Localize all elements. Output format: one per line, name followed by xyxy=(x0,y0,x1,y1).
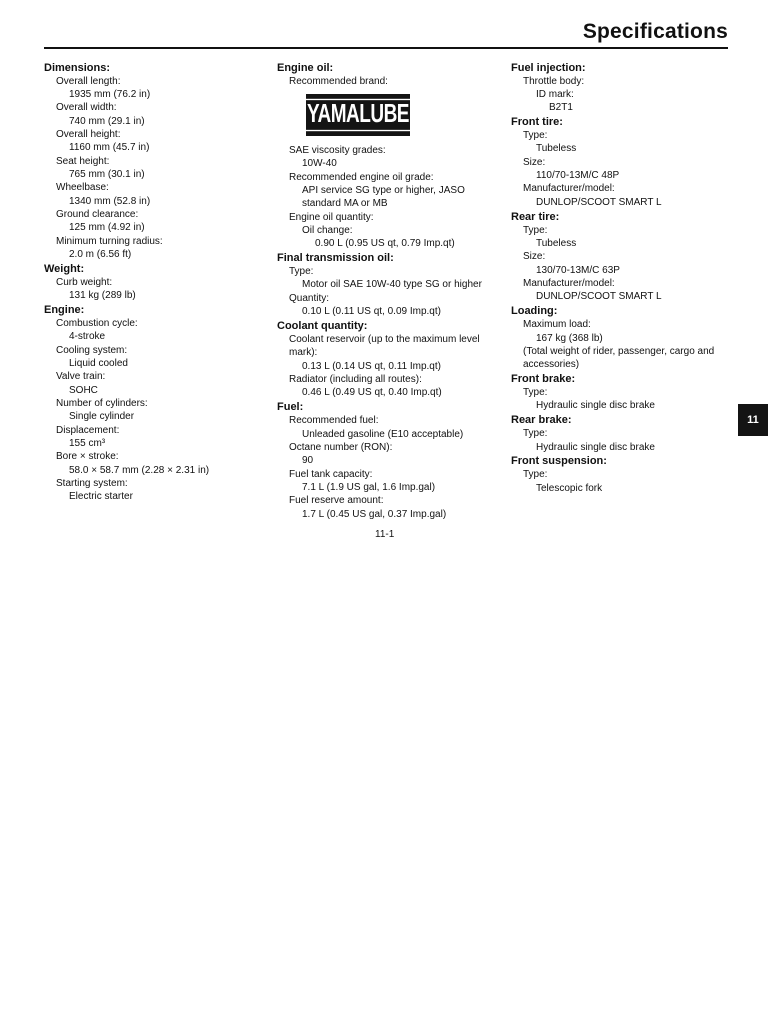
spec-column-2 xyxy=(277,60,499,521)
spec-value: 0.46 L (0.49 US qt, 0.40 Imp.qt) xyxy=(302,387,442,399)
spec-value: DUNLOP/SCOOT SMART L xyxy=(536,291,662,303)
spec-label: Recommended brand: xyxy=(289,75,388,87)
spec-label: Seat height: xyxy=(56,155,110,167)
spec-label: accessories) xyxy=(523,359,580,371)
spec-value: Telescopic fork xyxy=(536,482,603,494)
spec-label: mark): xyxy=(289,347,318,359)
spec-value: 1.7 L (0.45 US gal, 0.37 Imp.gal) xyxy=(302,508,447,520)
spec-value: 0.13 L (0.14 US qt, 0.11 Imp.qt) xyxy=(302,360,441,372)
spec-section-heading: Loading: xyxy=(511,305,558,318)
spec-value: Oil change: xyxy=(302,224,353,236)
spec-section-heading: Weight: xyxy=(44,262,85,275)
spec-label: Valve train: xyxy=(56,371,106,383)
spec-value: 90 xyxy=(302,455,314,467)
spec-label: Fuel reserve amount: xyxy=(289,495,384,507)
spec-value: Electric starter xyxy=(69,491,133,503)
spec-section-heading: Front brake: xyxy=(511,373,576,386)
spec-value: 0.90 L (0.95 US qt, 0.79 Imp.qt) xyxy=(315,238,455,250)
spec-label: Size: xyxy=(523,251,546,263)
spec-section-heading: Dimensions: xyxy=(44,61,111,74)
spec-label: Fuel tank capacity: xyxy=(289,468,373,480)
page-number: 11-1 xyxy=(375,529,395,540)
spec-label: Bore × stroke: xyxy=(56,451,119,463)
spec-label: Starting system: xyxy=(56,478,128,490)
spec-value: Hydraulic single disc brake xyxy=(536,400,655,412)
spec-label: Quantity: xyxy=(289,292,330,304)
spec-value: Motor oil SAE 10W-40 type SG or higher xyxy=(302,279,482,291)
spec-label: Manufacturer/model: xyxy=(523,183,615,195)
spec-value: 1160 mm (45.7 in) xyxy=(69,142,150,154)
spec-value: 4-stroke xyxy=(69,331,106,343)
spec-value: SOHC xyxy=(69,384,98,396)
spec-label: Type: xyxy=(523,224,548,236)
spec-label: Number of cylinders: xyxy=(56,398,148,410)
spec-label: Ground clearance: xyxy=(56,208,139,220)
spec-value: B2T1 xyxy=(549,102,573,114)
spec-value: 58.0 × 58.7 mm (2.28 × 2.31 in) xyxy=(69,464,210,476)
spec-label: (Total weight of rider, passenger, cargo and xyxy=(523,345,715,357)
spec-section-heading: Coolant quantity: xyxy=(277,319,368,332)
spec-section-heading: Rear brake: xyxy=(511,414,572,427)
spec-value: Single cylinder xyxy=(69,411,135,423)
spec-label: Throttle body: xyxy=(523,75,585,87)
spec-label: Wheelbase: xyxy=(56,182,109,194)
spec-value: Tubeless xyxy=(536,237,577,249)
spec-section-heading: Fuel injection: xyxy=(511,61,586,74)
spec-value: DUNLOP/SCOOT SMART L xyxy=(536,196,662,208)
spec-label: SAE viscosity grades: xyxy=(289,144,386,156)
header-divider xyxy=(44,47,728,49)
spec-label: Recommended fuel: xyxy=(289,415,379,427)
spec-value: Tubeless xyxy=(536,143,577,155)
spec-value: 10W-40 xyxy=(302,158,337,170)
spec-value: 0.10 L (0.11 US qt, 0.09 Imp.qt) xyxy=(302,306,441,318)
spec-label: Cooling system: xyxy=(56,344,128,356)
spec-section-heading: Front tire: xyxy=(511,116,563,129)
spec-label: Manufacturer/model: xyxy=(523,277,615,289)
spec-label: Octane number (RON): xyxy=(289,441,393,453)
spec-label: Type: xyxy=(523,469,548,481)
spec-label: Overall height: xyxy=(56,128,121,140)
spec-label: Displacement: xyxy=(56,424,120,436)
page-title: Specifications xyxy=(582,20,728,43)
spec-label: Overall length: xyxy=(56,75,121,87)
spec-label: Minimum turning radius: xyxy=(56,235,163,247)
spec-label: Type: xyxy=(523,130,548,142)
spec-label: Combustion cycle: xyxy=(56,318,138,329)
spec-value: 131 kg (289 lb) xyxy=(69,290,136,302)
spec-value: 155 cm³ xyxy=(69,438,106,450)
spec-value: ID mark: xyxy=(536,88,574,100)
spec-value: 765 mm (30.1 in) xyxy=(69,168,145,180)
spec-value: 1935 mm (76.2 in) xyxy=(69,88,151,100)
spec-value: Unleaded gasoline (E10 acceptable) xyxy=(302,428,464,440)
spec-section-heading: Engine: xyxy=(44,304,85,316)
spec-label: Engine oil quantity: xyxy=(289,211,374,223)
spec-label: Type: xyxy=(523,428,548,440)
spec-value: 2.0 m (6.56 ft) xyxy=(69,248,132,260)
spec-label: Overall width: xyxy=(56,102,117,114)
spec-value: standard MA or MB xyxy=(302,198,388,210)
spec-label: Recommended engine oil grade: xyxy=(289,171,434,183)
spec-section-heading: Rear tire: xyxy=(511,210,560,223)
spec-label: Coolant reservoir (up to the maximum level xyxy=(289,333,480,345)
spec-value: 1340 mm (52.8 in) xyxy=(69,195,151,207)
spec-label: Maximum load: xyxy=(523,319,591,331)
spec-value: 110/70-13M/C 48P xyxy=(536,170,620,182)
spec-value: Liquid cooled xyxy=(69,358,128,370)
spec-value: Hydraulic single disc brake xyxy=(536,441,655,453)
spec-value: 125 mm (4.92 in) xyxy=(69,222,145,234)
spec-value: 7.1 L (1.9 US gal, 1.6 Imp.gal) xyxy=(302,481,436,493)
spec-section-heading: Engine oil: xyxy=(277,61,334,74)
spec-value: 130/70-13M/C 63P xyxy=(536,264,620,276)
spec-value: 740 mm (29.1 in) xyxy=(69,115,145,127)
yamalube-logo-text: YAMALUBE xyxy=(302,99,414,131)
spec-section-heading: Fuel: xyxy=(277,401,304,414)
spec-label: Curb weight: xyxy=(56,276,113,288)
chapter-tab: 11 xyxy=(738,404,768,436)
yamalube-logo xyxy=(306,94,410,136)
spec-column-3 xyxy=(511,60,733,495)
spec-value: 167 kg (368 lb) xyxy=(536,332,603,344)
spec-section-heading: Final transmission oil: xyxy=(277,252,394,265)
spec-section-heading: Front suspension: xyxy=(511,455,607,468)
spec-column-1 xyxy=(44,60,266,504)
spec-label: Type: xyxy=(289,266,314,278)
spec-label: Type: xyxy=(523,387,548,399)
spec-label: Size: xyxy=(523,156,546,168)
spec-label: Radiator (including all routes): xyxy=(289,374,422,385)
spec-value: API service SG type or higher, JASO xyxy=(302,184,465,196)
